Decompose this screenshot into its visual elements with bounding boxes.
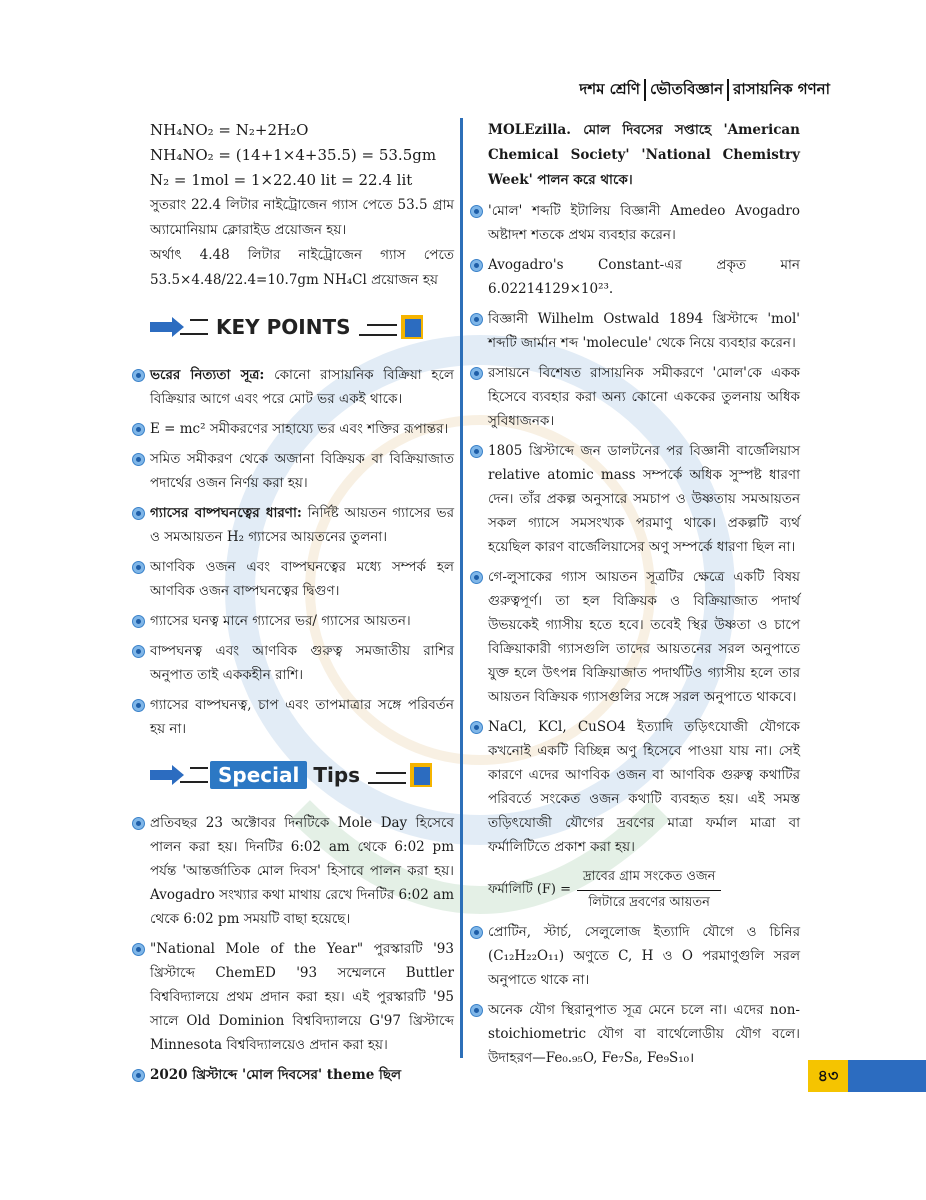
- list-item: [488, 715, 800, 859]
- page-header: [579, 78, 830, 103]
- bullet-icon: [132, 423, 145, 436]
- special-tips-banner: [150, 755, 454, 795]
- bullet-icon: [132, 645, 145, 658]
- tips-list: [150, 811, 454, 1087]
- item-text: প্রতিবছর 23 অক্টোবর দিনটিকে Mole Day হিসেবে পালন করা হয়। দিনটির 6:02 am থেকে 6:02 pm পর্যন্ত 'আন্তর্জাতিক মোল দিবস' হিসাবে পালন করা হয়। Avogadro সংখ্যার কথা মাথায় রেখে দিনটির 6:02 am থেকে 6:02 pm সময়টি বাছা হয়েছে।: [150, 815, 454, 927]
- item-text: গে-লুসাকের গ্যাস আয়তন সূত্রটির ক্ষেত্রে একটি বিষয় গুরুত্বপূর্ণ। তা হল বিক্রিয়ক ও বিক্রিয়াজাত পদার্থ উভয়কেই গ্যাসীয় হতে হবে। তবেই স্থির উষ্ণতা ও চাপে বিক্রিয়াকারী গ্যাসগুলি তাদের আয়তনের সরল অনুপাতে যুক্ত হলে উৎপন্ন বিক্রিয়াজাত পদার্থটিও গ্যাসীয় হলে তার আয়তন বিক্রিয়ক গ্যাসগুলির সঙ্গে সরল অনুপাতে থাকবে।: [488, 569, 800, 705]
- item-text: 1805 খ্রিস্টাব্দে জন ডালটনের পর বিজ্ঞানী বার্জেলিয়াস relative atomic mass সম্পর্কে অধিক সুস্পষ্ট ধারণা দেন। তাঁর প্রকল্প অনুসারে সমচাপ ও উষ্ণতায় সমআয়তন সকল গ্যাসে সমসংখ্যক পরমাণু থাকে। প্রকল্পটি ব্যর্থ হয়েছিল কারণ বার্জেলিয়াসের অণু সম্পর্কে ধারণা ছিল না।: [488, 443, 800, 555]
- bullet-icon: [470, 259, 483, 272]
- bullet-icon: [132, 615, 145, 628]
- book-icon: [357, 311, 427, 343]
- facts-list: [488, 199, 800, 859]
- item-lead: ভরের নিত্যতা সূত্র:: [150, 367, 265, 383]
- bullet-icon: [470, 1004, 483, 1017]
- arrow-icon: [150, 316, 210, 338]
- formula-line: NH₄NO₂ = N₂+2H₂O: [150, 121, 309, 139]
- list-item: [488, 307, 800, 355]
- bullet-icon: [470, 313, 483, 326]
- paragraph: সুতরাং 22.4 লিটার নাইট্রোজেন গ্যাস পেতে 53.5 গ্রাম অ্যামোনিয়াম ক্লোরাইড প্রয়োজন হয়।: [150, 197, 454, 238]
- list-item: [150, 693, 454, 741]
- item-text: গ্যাসের বাষ্পঘনত্ব, চাপ এবং তাপমাত্রার সঙ্গে পরিবর্তন হয় না।: [150, 697, 454, 737]
- formality-formula: [488, 867, 800, 914]
- header-subject: ভৌতবিজ্ঞান: [650, 80, 724, 98]
- formality-label: ফর্মালিটি (F) =: [488, 882, 572, 897]
- book-icon: [366, 759, 436, 791]
- item-text: গ্যাসের ঘনত্ব মানে গ্যাসের ভর/ গ্যাসের আয়তন।: [150, 613, 411, 629]
- item-text: সমিত সমীকরণ থেকে অজানা বিক্রিয়ক বা বিক্রিয়াজাত পদার্থের ওজন নির্ণয় করা হয়।: [150, 451, 454, 491]
- right-column: [488, 118, 800, 1076]
- list-item: [488, 920, 800, 992]
- list-item: [150, 555, 454, 603]
- list-item: [488, 565, 800, 709]
- facts-list-2: [488, 920, 800, 1070]
- bullet-icon: [132, 699, 145, 712]
- item-text: রসায়নে বিশেষত রাসায়নিক সমীকরণে 'মোল'কে একক হিসেবে ব্যবহার করা অন্য কোনো এককের তুলনায় অধিক সুবিধাজনক।: [488, 365, 800, 429]
- paragraph: অর্থাৎ 4.48 লিটার নাইট্রোজেন গ্যাস পেতে 53.5×4.48/22.4=10.7gm NH₄Cl প্রয়োজন হয়: [150, 247, 454, 288]
- list-item: [488, 439, 800, 559]
- list-item: [150, 501, 454, 549]
- item-text: 'মোল' শব্দটি ইটালিয় বিজ্ঞানী Amedeo Avogadro অষ্টাদশ শতকে প্রথম ব্যবহার করেন।: [488, 203, 800, 243]
- item-text: কোনো রাসায়নিক বিক্রিয়া হলে বিক্রিয়ার আগে এবং পরে মোট ভর একই থাকে।: [150, 367, 454, 407]
- bullet-icon: [470, 445, 483, 458]
- item-text: Avogadro's Constant-এর প্রকৃত মান 6.02214129×10²³.: [488, 257, 800, 297]
- list-item: [150, 1063, 454, 1087]
- column-divider: [460, 118, 463, 1058]
- list-item: [150, 417, 454, 441]
- formula-line: N₂ = 1mol = 1×22.40 lit = 22.4 lit: [150, 171, 413, 189]
- page-number: ৪৩: [808, 1060, 848, 1092]
- item-text: বাষ্পঘনত্ব এবং আণবিক গুরুত্ব সমজাতীয় রাশির অনুপাত তাই এককহীন রাশি।: [150, 643, 454, 683]
- bullet-icon: [132, 507, 145, 520]
- bullet-icon: [470, 367, 483, 380]
- item-text: অনেক যৌগ স্থিরানুপাত সূত্র মেনে চলে না। এদের non-stoichiometric যৌগ বা বার্থেলোডীয় যৌগ বলে। উদাহরণ—Fe₀.₉₅O, Fe₇S₈, Fe₉S₁₀।: [488, 1002, 800, 1066]
- left-column: [150, 118, 454, 1093]
- list-item: [150, 937, 454, 1057]
- fraction-numerator: দ্রাবের গ্রাম সংকেত ওজন: [577, 867, 721, 891]
- bullet-icon: [132, 369, 145, 382]
- item-text: "National Mole of the Year" পুরস্কারটি '93 খ্রিস্টাব্দে ChemED '93 সম্মেলনে Buttler বিশ্ববিদ্যালয়ে প্রথম প্রদান করা হয়। এই পুরস্কারটি '95 সালে Old Dominion বিশ্ববিদ্যালয়ে G'97 খ্রিস্টাব্দে Minnesota বিশ্ববিদ্যালয়েও প্রদান করা হয়।: [150, 941, 454, 1053]
- bullet-icon: [132, 1069, 145, 1082]
- list-item: [150, 363, 454, 411]
- bullet-icon: [470, 571, 483, 584]
- item-lead: গ্যাসের বাষ্পঘনত্বের ধারণা:: [150, 505, 302, 521]
- header-chapter: রাসায়নিক গণনা: [733, 80, 830, 98]
- bullet-icon: [132, 453, 145, 466]
- bullet-icon: [470, 926, 483, 939]
- bullet-icon: [132, 943, 145, 956]
- header-separator: [644, 79, 646, 101]
- key-points-banner: [150, 307, 454, 347]
- list-item: [150, 639, 454, 687]
- list-item: [488, 998, 800, 1070]
- bullet-icon: [470, 205, 483, 218]
- item-text: বিজ্ঞানী Wilhelm Ostwald 1894 খ্রিস্টাব্দে 'mol' শব্দটি জার্মান শব্দ 'molecule' থেকে নিয়ে ব্যবহার করেন।: [488, 311, 800, 351]
- bullet-icon: [470, 721, 483, 734]
- list-item: [150, 811, 454, 931]
- key-points-title: KEY POINTS: [216, 315, 351, 339]
- key-points-list: [150, 363, 454, 741]
- formula-line: NH₄NO₂ = (14+1×4+35.5) = 53.5gm: [150, 146, 437, 164]
- item-text: আণবিক ওজন এবং বাষ্পঘনত্বের মধ্যে সম্পর্ক হল আণবিক ওজন বাষ্পঘনত্বের দ্বিগুণ।: [150, 559, 454, 599]
- header-class: দশম শ্রেণি: [579, 80, 641, 98]
- paragraph: MOLEzilla. মোল দিবসের সপ্তাহে 'American Chemical Society' 'National Chemistry Week' পালন করে থাকে।: [488, 122, 800, 188]
- bullet-icon: [132, 561, 145, 574]
- header-separator: [727, 79, 729, 101]
- special-title: Special: [210, 761, 307, 789]
- list-item: [488, 199, 800, 247]
- item-text: প্রোটিন, স্টার্চ, সেলুলোজ ইত্যাদি যৌগে ও চিনির (C₁₂H₂₂O₁₁) অণুতে C, H ও O পরমাণুগুলি সরল অনুপাতে থাকে না।: [488, 924, 800, 988]
- fraction-denominator: লিটারে দ্রবণের আয়তন: [588, 895, 710, 910]
- arrow-icon: [150, 764, 210, 786]
- item-text: 2020 খ্রিস্টাব্দে 'মোল দিবসের' theme ছিল: [150, 1067, 402, 1083]
- list-item: [150, 609, 454, 633]
- list-item: [488, 253, 800, 301]
- item-text: নির্দিষ্ট আয়তন গ্যাসের ভর ও সমআয়তন H₂ গ্যাসের আয়তনের তুলনা।: [150, 505, 454, 545]
- list-item: [488, 361, 800, 433]
- fraction: [577, 867, 721, 914]
- item-text: NaCl, KCl, CuSO4 ইত্যাদি তড়িৎযোজী যৌগকে কখনোই একটি বিচ্ছিন্ন অণু হিসেবে পাওয়া যায় না। সেই কারণে এদের আণবিক ওজন বা আণবিক গুরুত্ব কথাটির পরিবর্তে সংকেত ওজন কথাটি ব্যবহৃত হয়। এই সমস্ত তড়িৎযোজী যৌগের দ্রবণের মাত্রা ফর্মাল মাত্রা বা ফর্মালিটিতে প্রকাশ করা হয়।: [488, 719, 800, 855]
- list-item: [150, 447, 454, 495]
- item-text: E = mc² সমীকরণের সাহায্যে ভর এবং শক্তির রূপান্তর।: [150, 421, 449, 437]
- tips-title: Tips: [313, 763, 361, 787]
- bullet-icon: [132, 817, 145, 830]
